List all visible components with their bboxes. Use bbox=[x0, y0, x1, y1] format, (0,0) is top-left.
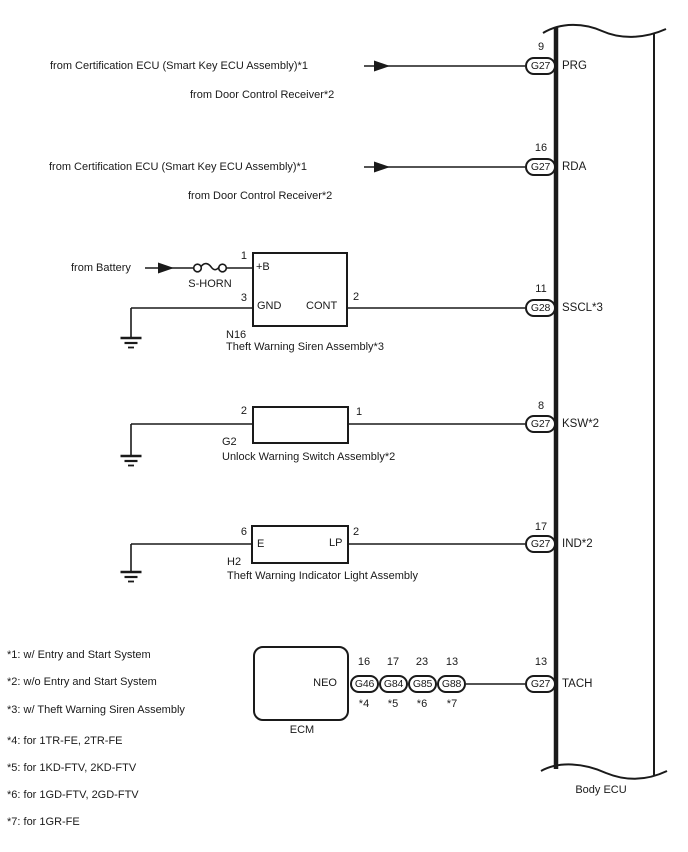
indicator-terminal-e: E bbox=[257, 538, 265, 550]
siren-terminal-cont: CONT bbox=[306, 300, 338, 312]
ecm-connector-note: *5 bbox=[387, 698, 399, 710]
switch-pin-right: 1 bbox=[356, 406, 363, 418]
siren-pin-gnd: 3 bbox=[240, 292, 247, 304]
rda-source-label2: from Door Control Receiver*2 bbox=[188, 190, 333, 202]
connector-pill-rda: G27 bbox=[525, 158, 556, 176]
switch-code: G2 bbox=[222, 436, 237, 448]
footnote: *3: w/ Theft Warning Siren Assembly bbox=[7, 704, 185, 716]
ecu-pin-number: 16 bbox=[534, 142, 548, 154]
ecm-label: ECM bbox=[289, 724, 315, 736]
connector-pill-tach: G27 bbox=[525, 675, 556, 693]
ecm-pin-number: 16 bbox=[357, 656, 371, 668]
footnote: *2: w/o Entry and Start System bbox=[7, 676, 157, 688]
signal-label-rda: RDA bbox=[562, 161, 587, 173]
ecu-pin-number: 8 bbox=[537, 400, 545, 412]
siren-pin-b: 1 bbox=[240, 250, 247, 262]
arrow-icon bbox=[374, 162, 390, 173]
connector-pill-sscl: G28 bbox=[525, 299, 556, 317]
connector-pill-g46: G46 bbox=[350, 675, 379, 693]
footnote: *1: w/ Entry and Start System bbox=[7, 649, 151, 661]
ecu-pin-number: 9 bbox=[537, 41, 545, 53]
siren-code: N16 bbox=[226, 329, 247, 341]
connector-pill-ksw: G27 bbox=[525, 415, 556, 433]
connector-pill-g85: G85 bbox=[408, 675, 437, 693]
ecu-name-label: Body ECU bbox=[575, 784, 627, 796]
ecu-bar-top-wave bbox=[543, 25, 666, 37]
ecm-pin-number: 13 bbox=[445, 656, 459, 668]
indicator-terminal-lp: LP bbox=[329, 537, 343, 549]
ecu-pin-number: 13 bbox=[534, 656, 548, 668]
indicator-name: Theft Warning Indicator Light Assembly bbox=[227, 570, 418, 582]
arrow-icon bbox=[158, 263, 174, 274]
connector-pill-g84: G84 bbox=[379, 675, 408, 693]
siren-pin-cont: 2 bbox=[353, 291, 360, 303]
rda-source-label: from Certification ECU (Smart Key ECU Assembly)*1 bbox=[49, 161, 307, 173]
connector-pill-g88: G88 bbox=[437, 675, 466, 693]
siren-terminal-b: +B bbox=[256, 261, 270, 273]
indicator-pin-left: 6 bbox=[240, 526, 247, 538]
battery-source-label: from Battery bbox=[71, 262, 131, 274]
indicator-pin-right: 2 bbox=[353, 526, 360, 538]
connector-pill-ind: G27 bbox=[525, 535, 556, 553]
signal-label-prg: PRG bbox=[562, 60, 587, 72]
ecu-pin-number: 17 bbox=[534, 521, 548, 533]
prg-source-label2: from Door Control Receiver*2 bbox=[190, 89, 335, 101]
siren-terminal-gnd: GND bbox=[257, 300, 282, 312]
unlock-switch-box bbox=[252, 406, 349, 444]
arrow-icon bbox=[374, 61, 390, 72]
footnote: *6: for 1GD-FTV, 2GD-FTV bbox=[7, 789, 139, 801]
connector-pill-prg: G27 bbox=[525, 57, 556, 75]
footnote: *4: for 1TR-FE, 2TR-FE bbox=[7, 735, 123, 747]
siren-name: Theft Warning Siren Assembly*3 bbox=[226, 341, 384, 353]
switch-pin-left: 2 bbox=[240, 405, 247, 417]
ecm-pin-number: 23 bbox=[415, 656, 429, 668]
ecm-pin-number: 17 bbox=[386, 656, 400, 668]
fuse-icon bbox=[201, 264, 219, 270]
ecm-connector-note: *6 bbox=[416, 698, 428, 710]
signal-label-tach: TACH bbox=[562, 678, 593, 690]
ecm-connector-note: *4 bbox=[358, 698, 370, 710]
ecm-terminal-neo: NEO bbox=[313, 677, 337, 689]
fuse-icon bbox=[194, 264, 202, 272]
footnote: *5: for 1KD-FTV, 2KD-FTV bbox=[7, 762, 137, 774]
signal-label-sscl: SSCL*3 bbox=[562, 302, 603, 314]
switch-name: Unlock Warning Switch Assembly*2 bbox=[222, 451, 396, 463]
fuse-label: S-HORN bbox=[188, 278, 232, 290]
ecm-connector-note: *7 bbox=[446, 698, 458, 710]
ecu-bar-bottom-wave bbox=[541, 764, 667, 778]
footnote: *7: for 1GR-FE bbox=[7, 816, 80, 828]
fuse-icon bbox=[219, 264, 227, 272]
indicator-code: H2 bbox=[227, 556, 242, 568]
signal-label-ksw: KSW*2 bbox=[562, 418, 600, 430]
signal-label-ind: IND*2 bbox=[562, 538, 593, 550]
ecu-pin-number: 11 bbox=[535, 283, 547, 295]
prg-source-label: from Certification ECU (Smart Key ECU Assembly)*1 bbox=[50, 60, 308, 72]
